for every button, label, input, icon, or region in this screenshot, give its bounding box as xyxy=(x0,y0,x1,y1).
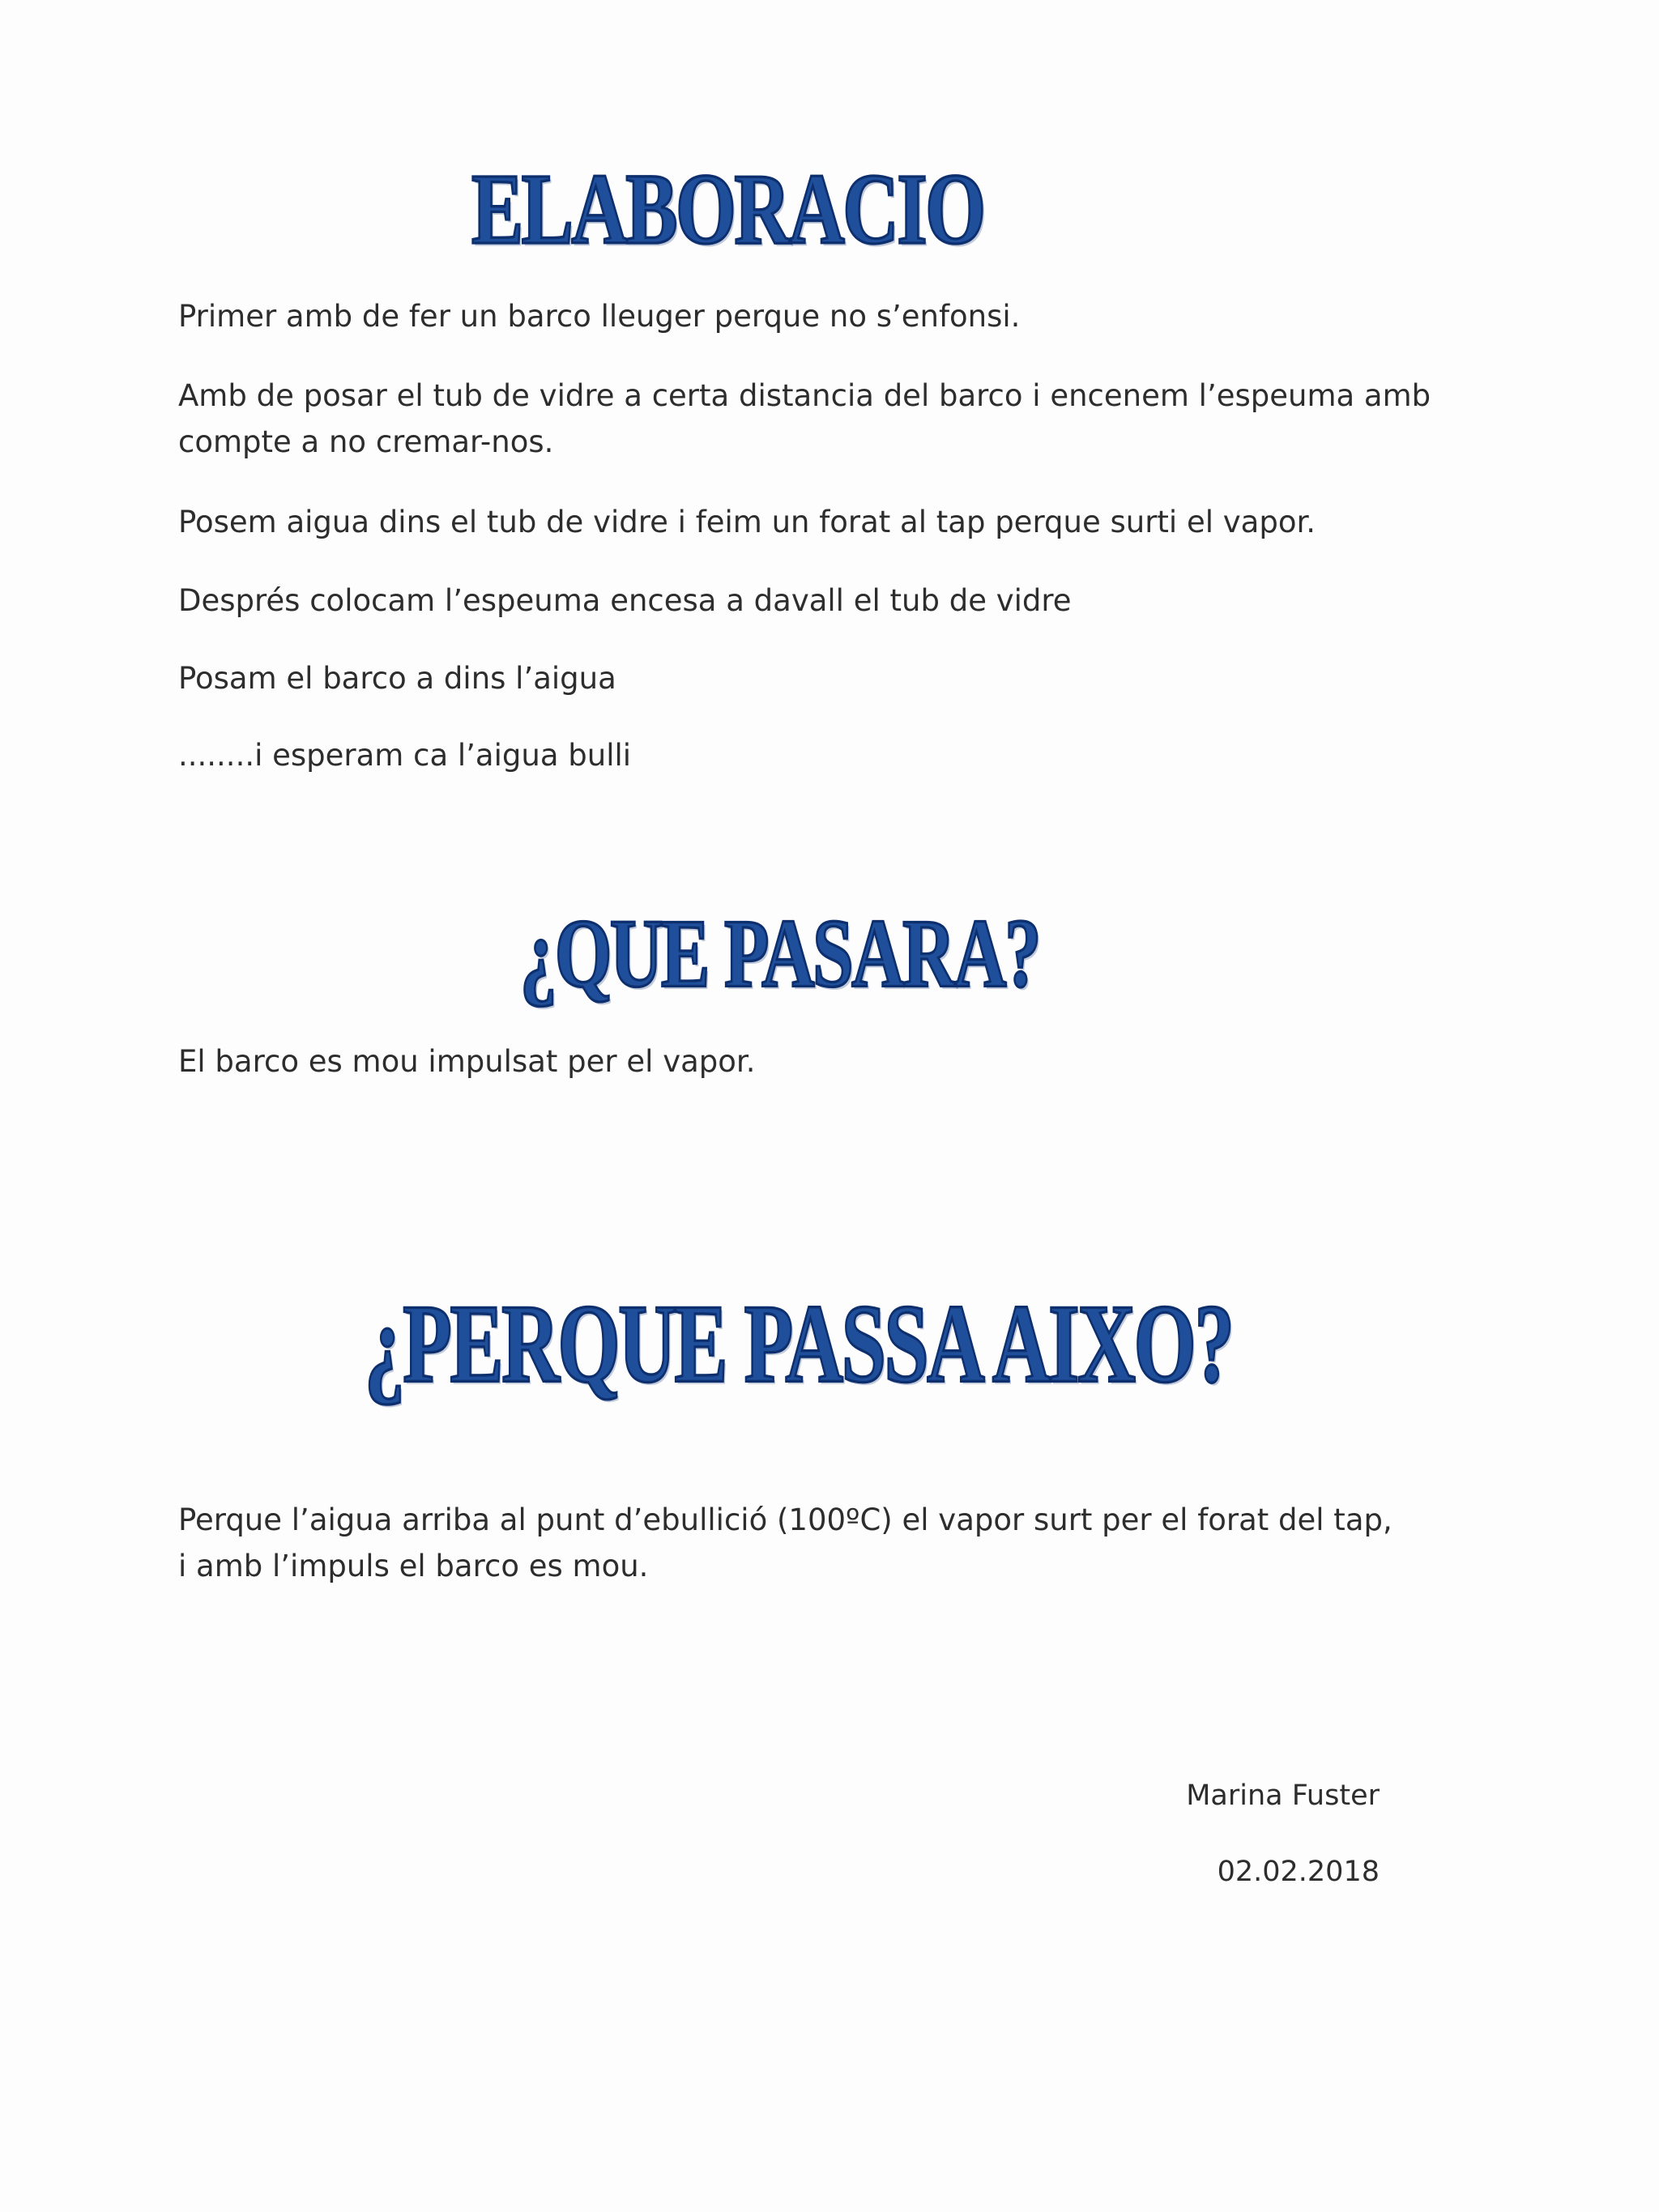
elaboracio-step-2: Amb de posar el tub de vidre a certa distancia del barco i encenem l’espeuma amb compte a no cremar-nos. xyxy=(178,378,1431,459)
elaboracio-step-4: Després colocam l’espeuma encesa a davall el tub de vidre xyxy=(178,583,1072,618)
author-name: Marina Fuster xyxy=(1186,1779,1380,1812)
elaboracio-step-5: Posam el barco a dins l’aigua xyxy=(178,661,616,696)
que-pasara-paragraph: El barco es mou impulsat per el vapor. xyxy=(178,1044,756,1079)
document-date: 02.02.2018 xyxy=(1217,1856,1380,1888)
heading-que-pasara: ¿QUE PASARA? xyxy=(520,900,1039,1008)
perque-paragraph: Perque l’aigua arriba al punt d’ebullició (100ºC) el vapor surt per el forat del tap, i amb l’impuls el barco es mou. xyxy=(178,1502,1392,1583)
elaboracio-step-3: Posem aigua dins el tub de vidre i feim un forat al tap perque surti el vapor. xyxy=(178,505,1316,539)
elaboracio-step-6: ........i esperam ca l’aigua bulli xyxy=(178,738,632,773)
heading-perque-passa-aixo: ¿PERQUE PASSA AIXO? xyxy=(365,1281,1233,1406)
elaboracio-step-1: Primer amb de fer un barco lleuger perque no s’enfonsi. xyxy=(178,299,1021,334)
heading-elaboracio: ELABORACIO xyxy=(471,153,984,266)
